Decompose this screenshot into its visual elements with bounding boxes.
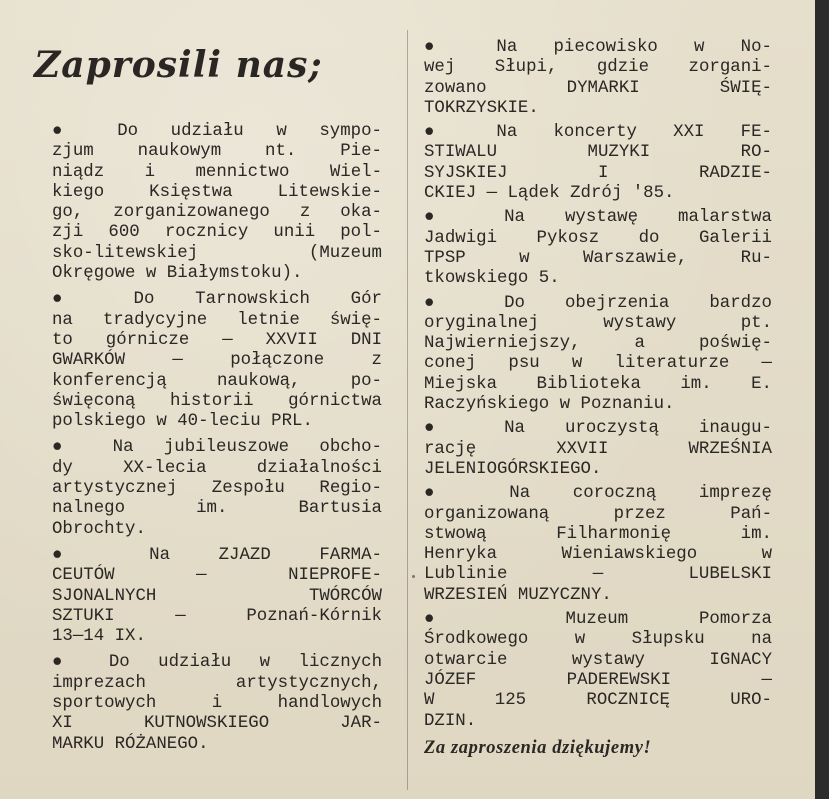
print-speck <box>412 575 415 578</box>
text-line: ● Na ZJAZD FARMA- <box>52 545 382 565</box>
text-line: SYJSKIEJ I RADZIE- <box>424 163 772 183</box>
text-line: ● Na wystawę malarstwa <box>424 208 772 228</box>
announcement-entry <box>52 438 382 539</box>
text-line: go, zorganizowanego z oka- <box>52 203 382 223</box>
text-line: na tradycyjne letnie świę- <box>52 310 382 330</box>
text-line: zowano DYMARKI ŚWIĘ- <box>424 78 772 98</box>
right-column <box>424 38 772 758</box>
text-line: ● Muzeum Pomorza <box>424 610 772 630</box>
text-line: MARKU RÓŻANEGO. <box>52 734 209 754</box>
text-line: 13—14 IX. <box>52 627 146 647</box>
text-line: CKIEJ — Lądek Zdrój '85. <box>424 184 675 204</box>
text-line: polskiego w 40-leciu PRL. <box>52 412 313 432</box>
text-line: dy XX-lecia działalności <box>52 458 382 478</box>
text-line: Miejska Biblioteka im. E. <box>424 374 772 394</box>
text-line: WRZESIEŃ MUZYCZNY. <box>424 585 612 605</box>
text-line: otwarcie wystawy IGNACY <box>424 650 772 670</box>
text-line: konferencją naukową, po- <box>52 371 382 391</box>
text-line: ● Na coroczną imprezę <box>424 484 772 504</box>
text-line: ● Na koncerty XXI FE- <box>424 123 772 143</box>
closing-thanks: Za zaproszenia dziękujemy! <box>424 737 652 758</box>
announcement-entry <box>52 546 382 647</box>
text-line: Najwierniejszy, a poświę- <box>424 334 772 354</box>
text-line: rację XXVII WRZEŚNIA <box>424 439 772 459</box>
right-entries <box>424 38 772 732</box>
text-line: sko-litewskiej (Muzeum <box>52 243 382 263</box>
text-line: W 125 ROCZNICĘ URO- <box>424 691 772 711</box>
text-line: XI KUTNOWSKIEGO JAR- <box>52 714 382 734</box>
announcement-entry <box>424 123 772 204</box>
text-line: tkowskiego 5. <box>424 269 560 289</box>
announcement-entry <box>424 484 772 606</box>
announcement-entry <box>52 122 382 284</box>
announcement-entry <box>424 38 772 119</box>
text-line: conej psu w literaturze — <box>424 354 772 374</box>
text-line: Raczyńskiego w Poznaniu. <box>424 395 675 415</box>
text-line: Obrochty. <box>52 519 146 539</box>
text-line: imprezach artystycznych, <box>52 673 382 693</box>
left-column <box>52 122 382 761</box>
announcement-entry <box>424 610 772 732</box>
text-line: ● Do udziału w licznych <box>52 653 382 673</box>
text-line: CEUTÓW — NIEPROFE- <box>52 566 382 586</box>
announcement-entry <box>424 294 772 416</box>
text-line: TPSP w Warszawie, Ru- <box>424 248 772 268</box>
text-line: Lublinie — LUBELSKI <box>424 565 772 585</box>
text-line: sportowych i handlowych <box>52 694 382 714</box>
text-line: TOKRZYSKIE. <box>424 98 539 118</box>
text-line: Okręgowe w Białymstoku). <box>52 264 303 284</box>
text-line: ● Do udziału w sympo- <box>52 122 382 141</box>
announcement-entry <box>424 208 772 289</box>
text-line: wej Słupi, gdzie zorgani- <box>424 58 772 78</box>
text-line: ● Na jubileuszowe obcho- <box>52 438 382 458</box>
text-line: SJONALNYCH TWÓRCÓW <box>52 586 382 606</box>
bleed-through-text <box>300 0 800 30</box>
announcement-entry <box>52 653 382 754</box>
text-line: ● Do Tarnowskich Gór <box>52 290 382 310</box>
text-line: Jadwigi Pykosz do Galerii <box>424 228 772 248</box>
text-line: Henryka Wieniawskiego w <box>424 545 772 565</box>
text-line: artystycznej Zespołu Regio- <box>52 479 382 499</box>
text-line: święconą historii górnictwa <box>52 391 382 411</box>
text-line: GWARKÓW — połączone z <box>52 351 382 371</box>
text-line: zjum naukowym nt. Pie- <box>52 142 382 162</box>
scan-edge <box>815 0 829 799</box>
text-line: organizowaną przez Pań- <box>424 504 772 524</box>
announcement-entry <box>52 290 382 432</box>
article-heading: Zaprosili nas; <box>34 44 323 86</box>
text-line: STIWALU MUZYKI RO- <box>424 143 772 163</box>
text-line: ● Do obejrzenia bardzo <box>424 293 772 313</box>
text-line: kiego Księstwa Litewskie- <box>52 182 382 202</box>
text-line: niądz i mennictwo Wiel- <box>52 162 382 182</box>
text-line: stwową Filharmonię im. <box>424 524 772 544</box>
text-line: ● Na uroczystą inaugu- <box>424 419 772 439</box>
text-line: ● Na piecowisko w No- <box>424 38 772 57</box>
text-line: JELENIOGÓRSKIEGO. <box>424 459 602 479</box>
text-line: SZTUKI — Poznań-Kórnik <box>52 606 382 626</box>
text-line: nalnego im. Bartusia <box>52 499 382 519</box>
announcement-entry <box>424 419 772 480</box>
text-line: oryginalnej wystawy pt. <box>424 313 772 333</box>
text-line: JÓZEF PADEREWSKI — <box>424 670 772 690</box>
column-divider <box>407 30 408 790</box>
text-line: Środkowego w Słupsku na <box>424 630 772 650</box>
text-line: zji 600 rocznicy unii pol- <box>52 223 382 243</box>
text-line: DZIN. <box>424 711 477 731</box>
text-line: to górnicze — XXVII DNI <box>52 330 382 350</box>
